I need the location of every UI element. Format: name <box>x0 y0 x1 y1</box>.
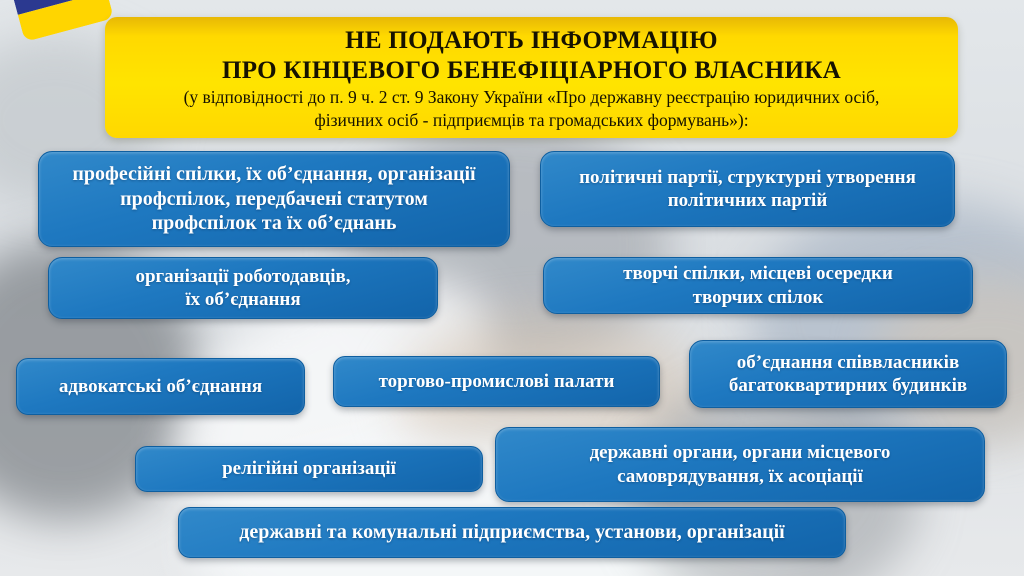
header-subtitle-line2: фізичних осіб - підприємців та громадських формувань»): <box>314 109 749 130</box>
box-text-line: державні органи, органи місцевого <box>589 442 891 464</box>
box-state-municipal-enterprises <box>178 507 846 558</box>
box-employers-organizations <box>48 257 438 319</box>
header-title-line2: ПРО КІНЦЕВОГО БЕНЕФІЦІАРНОГО ВЛАСНИКА <box>221 56 842 84</box>
box-creative-unions <box>543 257 973 314</box>
box-religious-organizations <box>135 446 483 492</box>
box-text-line: профспілок, передбачені статутом <box>120 187 428 210</box>
box-text-line: самоврядування, їх асоціації <box>617 465 863 487</box>
box-state-bodies <box>495 427 985 502</box>
box-text-line: творчі спілки, місцеві осередки <box>623 263 893 285</box>
box-text-line: професійні спілки, їх об’єднання, організації <box>72 163 476 186</box>
header-subtitle-line1: (у відповідності до п. 9 ч. 2 ст. 9 Закону України «Про державну реєстрацію юридичних осіб, <box>183 86 880 107</box>
header-title-line1: НЕ ПОДАЮТЬ ІНФОРМАЦІЮ <box>345 26 718 54</box>
box-text-line: політичних партій <box>667 190 828 211</box>
box-text-line: адвокатські об’єднання <box>58 375 263 397</box>
box-trade-unions <box>38 151 510 247</box>
box-text-line: творчих спілок <box>692 286 824 308</box>
box-text-line: релігійні організації <box>222 458 396 480</box>
box-text-line: політичні партії, структурні утворення <box>579 166 916 188</box>
header-banner <box>105 17 958 138</box>
box-advocate-associations <box>16 358 305 415</box>
box-text-line: державні та комунальні підприємства, установи, організації <box>239 521 785 544</box>
box-text-line: торгово-промислові палати <box>378 370 615 392</box>
box-text-line: організації роботодавців, <box>135 265 351 287</box>
box-condo-owners-associations <box>689 340 1007 408</box>
box-text-line: їх об’єднання <box>185 289 301 310</box>
box-chambers-of-commerce <box>333 356 660 407</box>
box-text-line: профспілок та їх об’єднань <box>151 212 397 235</box>
box-text-line: багатоквартирних будинків <box>728 375 968 396</box>
box-text-line: об’єднання співвласників <box>736 351 960 373</box>
box-political-parties <box>540 151 955 227</box>
